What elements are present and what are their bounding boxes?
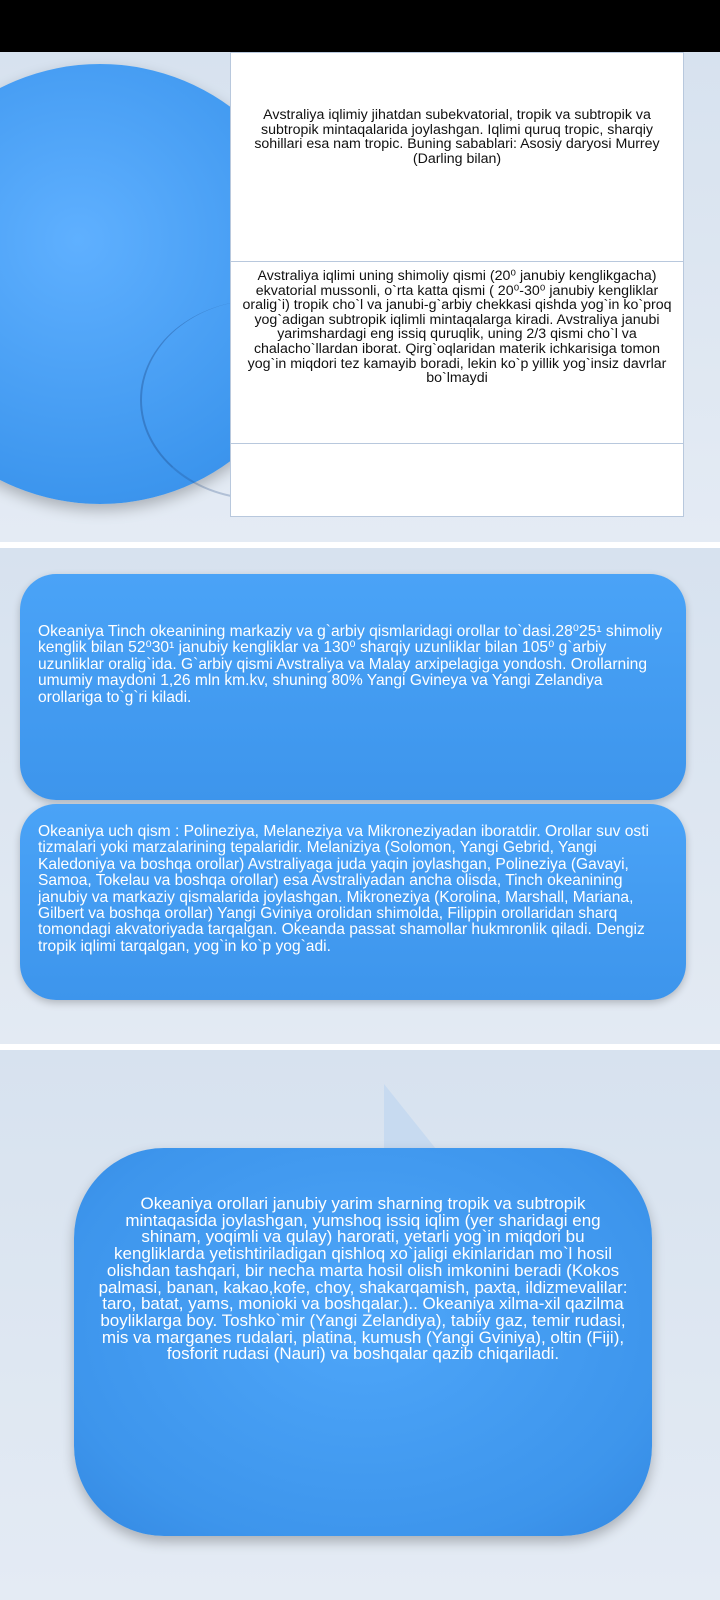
climate-details-text: Avstraliya iqlimi uning shimoliy qismi (20⁰ janubiy kenglikgacha) ekvatorial mussonli, o`rta katta qismi ( 20⁰-30⁰ janubiy kengliklar oralig`i) tropik cho`l va janubi-g`arbiy chekkasi qishda yog`in ko`proq yog`adigan subtropik iqlimli mintaqalarga kiradi. Avstraliya janubi yarimshardagi eng issiq quruqlik, uning 2/3 qismi cho`l va chalacho`llardan iborat. Qirg`oqlaridan materik ichkarisiga tomon yog`in miqdori tez kamayib boradi, lekin ko`p yillik yog`insiz davrlar bo`lmaydi	[242, 268, 672, 387]
oceania-regions-box	[20, 804, 686, 1000]
slide-australia-climate	[0, 52, 720, 542]
panel-divider	[231, 261, 683, 262]
oceania-location-text: Okeaniya Tinch okeanining markaziy va g`arbiy qismlaridagi orollar to`dasi.28⁰25¹ shimoliy kenglik bilan 52⁰30¹ janubiy kengliklar va 130⁰ sharqiy uzunliklar bilan 105⁰ g`arbiy uzunliklar oralig`ida. G`arbiy qismi Avstraliya va Malay arxipelagiga yondosh. Orollarning umumiy maydoni 1,26 mln km.kv, shuning 80% Yangi Gvineya va Yangi Zelandiya orollariga to`g`ri kiladi.	[38, 623, 663, 706]
status-bar	[0, 0, 720, 52]
resources-oval	[74, 1148, 652, 1536]
panel-divider	[231, 443, 683, 444]
climate-zones-text: Avstraliya iqlimiy jihatdan subekvatorial, tropik va subtropik va subtropik mintaqalarida joylashgan. Iqlimi quruq tropic, sharqiy sohillari esa nam tropic. Buning sabablari: Asosiy daryosi Murrey (Darling bilan)	[254, 107, 660, 167]
oceania-location-box	[20, 574, 686, 800]
slide-oceania-overview	[0, 548, 720, 1044]
text-panel	[230, 52, 684, 517]
slide-oceania-resources	[0, 1050, 720, 1600]
oceania-regions-text: Okeaniya uch qism : Polineziya, Melaneziya va Mikroneziyadan iboratdir. Orollar suv osti tizmalari yoki marzalarining tepalaridir. Melaniziya (Solomon, Yangi Gebrid, Yangi Kaledoniya va boshqa orollar) Avstraliyaga juda yaqin joylashgan, Polineziya (Gavayi, Samoa, Tokelau va boshqa orollar) esa Avstraliyadan ancha olisda, Tinch okeanining janubiy va markaziy qismalarida joylashgan. Mikroneziya (Korolina, Marshall, Mariana, Gilbert va boshqa orollar) Yangi Gviniya orolidan shimolda, Filippin orollaridan sharq tomondagi akvatoriyada tarqalgan. Okeanda passat shamollar hukmronlik qiladi. Dengiz tropik iqlimi tarqalgan, yog`in ko`p yog`adi.	[38, 823, 650, 955]
resources-text: Okeaniya orollari janubiy yarim sharning tropik va subtropik mintaqasida joylashgan, yumshoq issiq iqlim (yer sharidagi eng shinam, yoqimli va qulay) harorati, yetarli yog`in miqdori bu kengliklarda yetishtiriladigan qishloq xo`jaligi ekinlaridan mo`l hosil olishdan tashqari, bir necha marta hosil olish imkonini beradi (Kokos palmasi, banan, kakao,kofe, choy, shakarqamish, paxta, ildizmevalilar: taro, batat, yams, monioki va boshqalar.).. Okeaniya xilma-xil qazilma boyliklarga boy. Toshko`mir (Yangi Zelandiya), tabiiy gaz, temir rudasi, mis va marganes rudalari, platina, kumush (Yangi Gviniya), oltin (Fiji), fosforit rudasi (Nauri) va boshqalar qazib chiqariladi.	[98, 1194, 628, 1364]
